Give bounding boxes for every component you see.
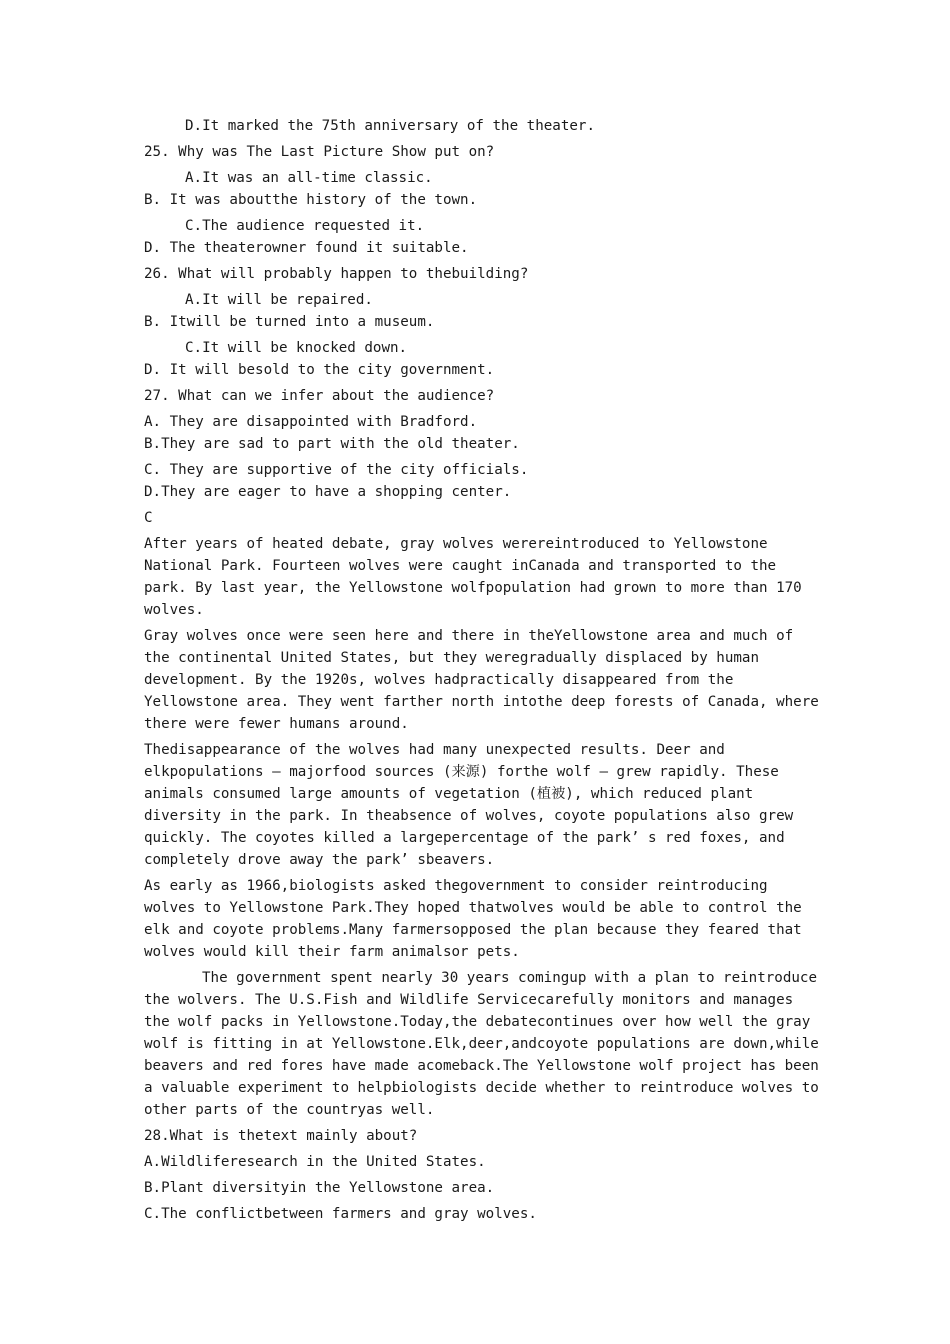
passage-line: As early as 1966,biologists asked thegovernment to consider reintroducing <box>144 878 768 894</box>
passage-line: elk and coyote problems.Many farmersopposed the plan because they feared that <box>144 922 802 938</box>
passage-line: diversity in the park. In theabsence of wolves, coyote populations also grew <box>144 808 794 824</box>
passage-line: the wolf packs in Yellowstone.Today,the debatecontinues over how well the gray <box>144 1014 811 1030</box>
passage-line: a valuable experiment to helpbiologists decide whether to reintroduce wolves to <box>144 1080 819 1096</box>
passage-line: completely drove away the park’ sbeavers. <box>144 852 495 868</box>
q27-option-b: B.They are sad to part with the old theater. <box>144 436 520 452</box>
q27-option-a: A. They are disappointed with Bradford. <box>144 414 478 430</box>
passage-paragraph-3 <box>144 739 814 871</box>
passage-line: the wolvers. The U.S.Fish and Wildlife Servicecarefully monitors and manages <box>144 992 794 1008</box>
passage-line: the continental United States, but they weregradually displaced by human <box>144 650 759 666</box>
q28-option-a: A.Wildliferesearch in the United States. <box>144 1154 486 1170</box>
q25-option-b: B. It was aboutthe history of the town. <box>144 192 478 208</box>
q25-option-d: D. The theaterowner found it suitable. <box>144 240 469 256</box>
q28-option-b: B.Plant diversityin the Yellowstone area. <box>144 1180 495 1196</box>
passage-line: elkpopulations — majorfood sources (来源) forthe wolf – grew rapidly. These <box>144 764 779 780</box>
passage-line: other parts of the countryas well. <box>144 1102 435 1118</box>
q24-option-d: D.It marked the 75th anniversary of the theater. <box>185 118 595 134</box>
q26-question: 26. What will probably happen to thebuilding? <box>144 266 529 282</box>
passage-line: wolves. <box>144 602 204 618</box>
q27-option-c: C. They are supportive of the city officials. <box>144 462 529 478</box>
passage-line: After years of heated debate, gray wolves werereintroduced to Yellowstone <box>144 536 768 552</box>
passage-line: National Park. Fourteen wolves were caught inCanada and transported to the <box>144 558 777 574</box>
section-label: C <box>144 510 153 526</box>
passage-line: beavers and red fores have made acomeback.The Yellowstone wolf project has been <box>144 1058 819 1074</box>
q25-option-a: A.It was an all-time classic. <box>185 170 433 186</box>
q28-option-c: C.The conflictbetween farmers and gray wolves. <box>144 1206 537 1222</box>
passage-line: The government spent nearly 30 years comingup with a plan to reintroduce <box>202 970 817 986</box>
q25-question: 25. Why was The Last Picture Show put on? <box>144 144 495 160</box>
passage-line: Thedisappearance of the wolves had many unexpected results. Deer and <box>144 742 725 758</box>
q26-option-c: C.It will be knocked down. <box>185 340 408 356</box>
passage-line: park. By last year, the Yellowstone wolfpopulation had grown to more than 170 <box>144 580 802 596</box>
passage-paragraph-1 <box>144 533 814 621</box>
passage-line: Yellowstone area. They went farther north intothe deep forests of Canada, where <box>144 694 819 710</box>
passage-line: development. By the 1920s, wolves hadpractically disappeared from the <box>144 672 734 688</box>
q27-question: 27. What can we infer about the audience? <box>144 388 495 404</box>
passage-line: wolves to Yellowstone Park.They hoped thatwolves would be able to control the <box>144 900 802 916</box>
q25-option-c: C.The audience requested it. <box>185 218 425 234</box>
q26-option-d: D. It will besold to the city government. <box>144 362 495 378</box>
passage-line: there were fewer humans around. <box>144 716 409 732</box>
passage-paragraph-2 <box>144 625 819 735</box>
q26-option-b: B. Itwill be turned into a museum. <box>144 314 435 330</box>
q26-option-a: A.It will be repaired. <box>185 292 373 308</box>
q28-question: 28.What is thetext mainly about? <box>144 1128 418 1144</box>
passage-line: quickly. The coyotes killed a largepercentage of the park’ s red foxes, and <box>144 830 785 846</box>
passage-paragraph-4 <box>144 875 814 963</box>
passage-paragraph-5 <box>144 967 819 1121</box>
passage-line: animals consumed large amounts of vegetation (植被), which reduced plant <box>144 786 754 802</box>
document-page <box>144 115 819 1225</box>
passage-line: wolf is fitting in at Yellowstone.Elk,deer,andcoyote populations are down,while <box>144 1036 819 1052</box>
passage-line: wolves would kill their farm animalsor pets. <box>144 944 520 960</box>
q27-option-d: D.They are eager to have a shopping center. <box>144 484 512 500</box>
passage-line: Gray wolves once were seen here and there in theYellowstone area and much of <box>144 628 794 644</box>
